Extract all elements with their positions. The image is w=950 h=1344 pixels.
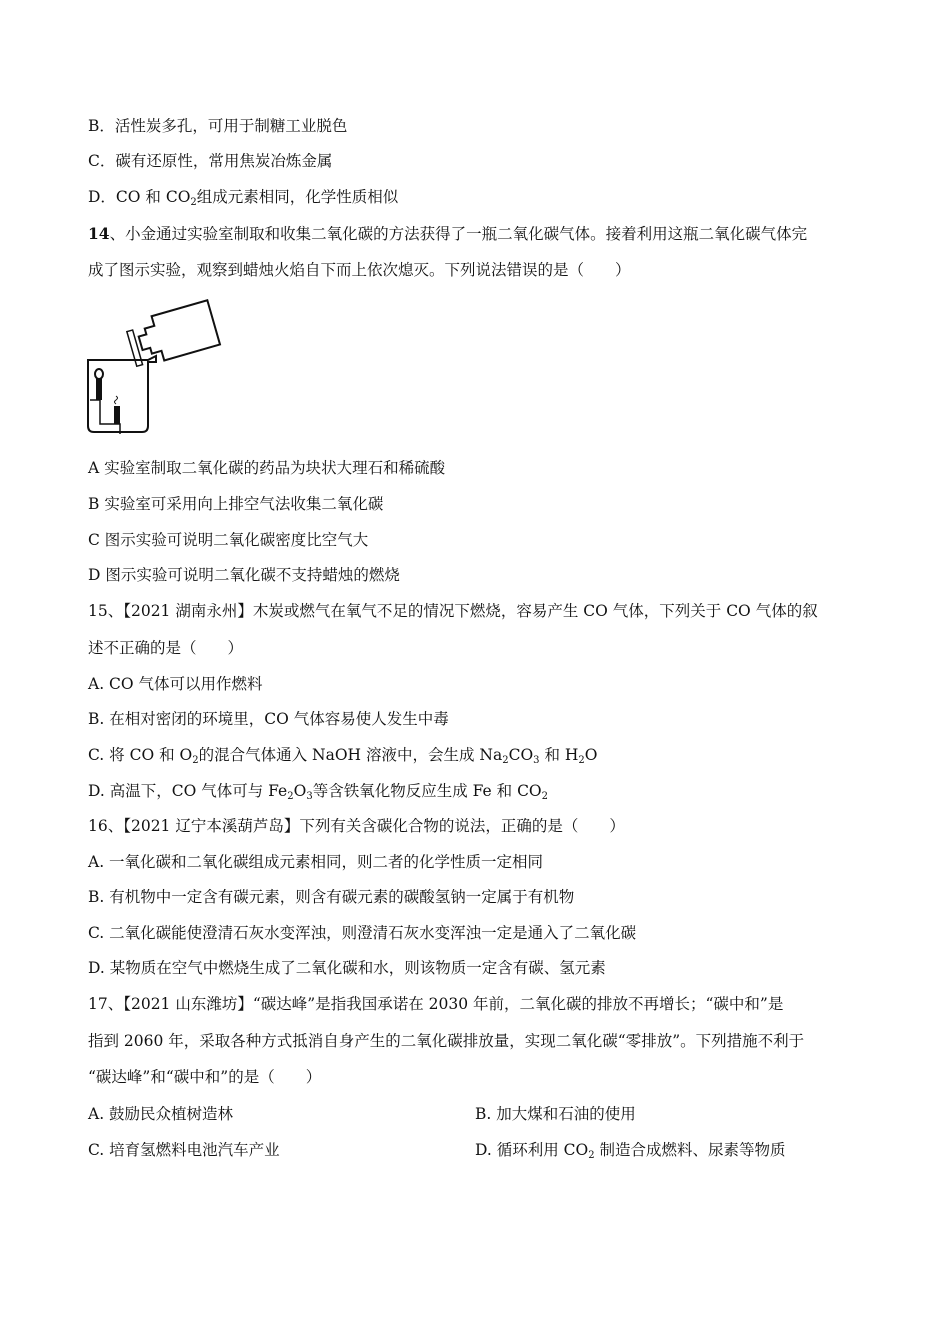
text-segment: 16、【2021 辽宁本溪葫芦岛】下列有关含碳化合物的说法，正确的是（ ） <box>88 817 625 835</box>
text-line <box>88 958 606 978</box>
text-line <box>88 224 807 244</box>
text-segment: 述不正确的是（ ） <box>88 639 244 657</box>
text-segment: B. 有机物中一定含有碳元素，则含有碳元素的碳酸氢钠一定属于有机物 <box>88 888 575 906</box>
text-segment: D．CO 和 CO <box>88 188 191 206</box>
text-line <box>88 887 574 907</box>
text-segment: 的混合气体通入 NaOH 溶液中，会生成 Na <box>198 746 503 764</box>
subscript: 2 <box>287 791 294 802</box>
text-segment: CO <box>508 746 534 764</box>
subscript: 2 <box>588 1150 595 1161</box>
text-segment: 成了图示实验，观察到蜡烛火焰自下而上依次熄灭。下列说法错误的是（ ） <box>88 261 631 279</box>
text-line <box>88 1140 280 1160</box>
short-candle-icon <box>114 406 120 424</box>
subscript: 2 <box>578 755 585 766</box>
text-segment: C 图示实验可说明二氧化碳密度比空气大 <box>88 531 369 549</box>
text-segment: C. 培育氢燃料电池汽车产业 <box>88 1141 280 1159</box>
text-line <box>88 187 398 207</box>
text-segment: 指到 2060 年，采取各种方式抵消自身产生的二氧化碳排放量，实现二氧化碳“零排放”。下列措施不利于 <box>88 1032 805 1050</box>
text-line <box>88 494 383 514</box>
text-segment: A. 一氧化碳和二氧化碳组成元素相同，则二者的化学性质一定相同 <box>88 853 544 871</box>
text-segment: A 实验室制取二氧化碳的药品为块状大理石和稀硫酸 <box>88 459 446 477</box>
subscript: 2 <box>502 755 509 766</box>
text-segment: C. 二氧化碳能使澄清石灰水变浑浊，则澄清石灰水变浑浊一定是通入了二氧化碳 <box>88 924 637 942</box>
text-segment: B 实验室可采用向上排空气法收集二氧化碳 <box>88 495 384 513</box>
text-line <box>88 601 818 621</box>
text-segment: 17、【2021 山东潍坊】“碳达峰”是指我国承诺在 2030 年前，二氧化碳的排放不再增长；“碳中和”是 <box>88 995 784 1013</box>
text-segment: D. 高温下，CO 气体可与 Fe <box>88 782 288 800</box>
text-segment: 和 H <box>539 746 579 764</box>
text-segment: 制造合成燃料、尿素等物质 <box>594 1141 786 1159</box>
text-segment: A. 鼓励民众植树造林 <box>88 1105 234 1123</box>
text-segment: 14 <box>88 224 110 243</box>
co2-pouring-experiment-figure <box>82 296 232 436</box>
subscript: 2 <box>192 755 199 766</box>
text-line <box>88 260 631 280</box>
text-segment: D. 循环利用 CO <box>475 1141 589 1159</box>
text-line <box>88 994 783 1014</box>
text-segment: D. 某物质在空气中燃烧生成了二氧化碳和水，则该物质一定含有碳、氢元素 <box>88 959 606 977</box>
text-segment: B. 在相对密闭的环境里，CO 气体容易使人发生中毒 <box>88 710 449 728</box>
text-line <box>88 674 263 694</box>
text-line <box>88 530 368 550</box>
text-segment: 、小金通过实验室制取和收集二氧化碳的方法获得了一瓶二氧化碳气体。接着利用这瓶二氧化碳气体完 <box>109 225 808 243</box>
subscript: 3 <box>306 791 313 802</box>
subscript: 2 <box>190 197 197 208</box>
text-line <box>88 852 543 872</box>
text-segment: O <box>293 782 307 800</box>
text-line <box>88 816 625 836</box>
subscript: 3 <box>533 755 540 766</box>
smoke-icon <box>115 396 118 404</box>
text-line <box>88 458 445 478</box>
text-line <box>88 638 243 658</box>
text-line <box>88 151 332 171</box>
text-line <box>88 1031 804 1051</box>
text-segment: B. 加大煤和石油的使用 <box>475 1105 636 1123</box>
text-line <box>475 1104 636 1124</box>
text-line <box>475 1140 786 1160</box>
text-line <box>88 1104 233 1124</box>
text-line <box>88 709 449 729</box>
text-segment: D 图示实验可说明二氧化碳不支持蜡烛的燃烧 <box>88 566 400 584</box>
text-segment: A. CO 气体可以用作燃料 <box>88 675 263 693</box>
text-line <box>88 781 548 801</box>
text-segment: 等含铁氧化物反应生成 Fe 和 CO <box>312 782 542 800</box>
text-segment: O <box>584 746 598 764</box>
text-line <box>88 565 400 585</box>
text-segment: B．活性炭多孔，可用于制糖工业脱色 <box>88 117 348 135</box>
text-segment: “碳达峰”和“碳中和”的是（ ） <box>88 1068 322 1086</box>
text-segment: C．碳有还原性，常用焦炭冶炼金属 <box>88 152 333 170</box>
text-line <box>88 745 598 765</box>
text-segment: C. 将 CO 和 O <box>88 746 193 764</box>
subscript: 2 <box>541 791 549 802</box>
text-segment: 15、【2021 湖南永州】木炭或燃气在氧气不足的情况下燃烧，容易产生 CO 气体，下列关于 CO 气体的叙 <box>88 602 818 620</box>
text-segment: 组成元素相同，化学性质相似 <box>196 188 399 206</box>
text-line <box>88 1067 321 1087</box>
text-line <box>88 923 636 943</box>
text-line <box>88 116 347 136</box>
tall-candle-icon <box>96 378 102 400</box>
flame-icon <box>95 369 103 379</box>
gas-bottle-icon <box>125 300 220 368</box>
